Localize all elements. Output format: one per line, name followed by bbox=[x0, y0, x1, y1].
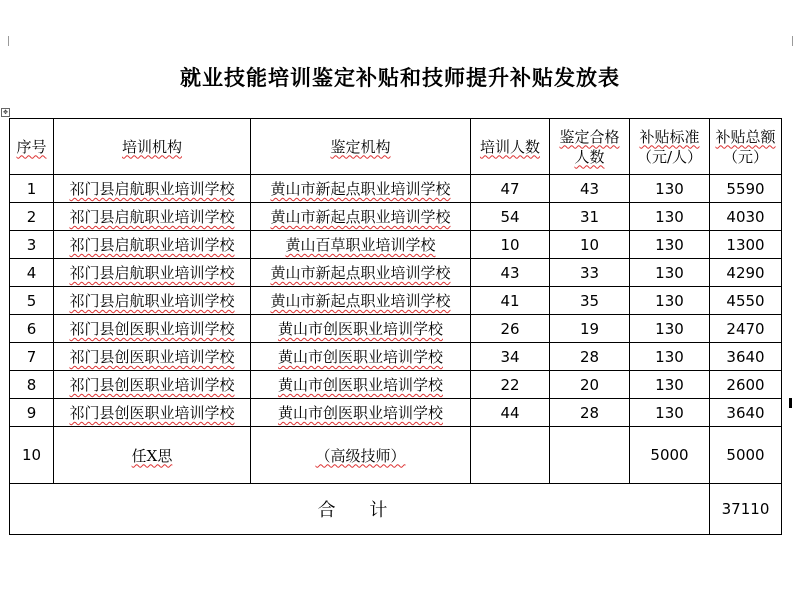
cell-training-org: 祁门县创医职业培训学校 bbox=[54, 315, 251, 343]
header-qualified: 鉴定合格 人数 bbox=[550, 119, 630, 175]
cell-seq: 2 bbox=[10, 203, 54, 231]
header-appraisal-org: 鉴定机构 bbox=[251, 119, 471, 175]
cell-total: 1300 bbox=[710, 231, 782, 259]
cell-total: 4290 bbox=[710, 259, 782, 287]
cell-seq: 4 bbox=[10, 259, 54, 287]
cell-seq: 7 bbox=[10, 343, 54, 371]
table-row-10 bbox=[10, 427, 782, 484]
table-body bbox=[10, 175, 782, 427]
cell-trainees: 43 bbox=[471, 259, 550, 287]
cell-appraisal-org: 黄山市创医职业培训学校 bbox=[251, 399, 471, 427]
cell-qualified: 19 bbox=[550, 315, 630, 343]
cell-trainees: 10 bbox=[471, 231, 550, 259]
cell-standard: 130 bbox=[630, 175, 710, 203]
cell-seq: 6 bbox=[10, 315, 54, 343]
table-row bbox=[10, 343, 782, 371]
cell-appraisal-org: 黄山市新起点职业培训学校 bbox=[251, 287, 471, 315]
cell-standard: 130 bbox=[630, 315, 710, 343]
cell-qualified: 31 bbox=[550, 203, 630, 231]
cell-total: 5000 bbox=[710, 427, 782, 484]
cell-training-org: 祁门县创医职业培训学校 bbox=[54, 371, 251, 399]
cell-total: 3640 bbox=[710, 399, 782, 427]
text-cursor-marker bbox=[789, 398, 792, 408]
header-standard: 补贴标准 （元/人） bbox=[630, 119, 710, 175]
cell-training-org: 任X思 bbox=[54, 427, 251, 484]
document-title: 就业技能培训鉴定补贴和技师提升补贴发放表 bbox=[180, 65, 620, 90]
cell-qualified bbox=[550, 427, 630, 484]
cell-trainees: 54 bbox=[471, 203, 550, 231]
cell-seq: 3 bbox=[10, 231, 54, 259]
cell-trainees: 47 bbox=[471, 175, 550, 203]
cell-training-org: 祁门县创医职业培训学校 bbox=[54, 343, 251, 371]
cell-training-org: 祁门县创医职业培训学校 bbox=[54, 399, 251, 427]
cell-training-org: 祁门县启航职业培训学校 bbox=[54, 259, 251, 287]
table-row bbox=[10, 203, 782, 231]
cell-total: 4030 bbox=[710, 203, 782, 231]
cell-appraisal-org: 黄山市新起点职业培训学校 bbox=[251, 259, 471, 287]
cell-total: 5590 bbox=[710, 175, 782, 203]
cell-qualified: 28 bbox=[550, 399, 630, 427]
cell-seq: 8 bbox=[10, 371, 54, 399]
table-header-row bbox=[10, 119, 782, 175]
header-total: 补贴总额 （元） bbox=[710, 119, 782, 175]
cell-qualified: 10 bbox=[550, 231, 630, 259]
cell-qualified: 28 bbox=[550, 343, 630, 371]
cell-seq: 1 bbox=[10, 175, 54, 203]
cell-standard: 130 bbox=[630, 203, 710, 231]
table-row bbox=[10, 399, 782, 427]
table-row bbox=[10, 315, 782, 343]
cell-standard: 5000 bbox=[630, 427, 710, 484]
cell-appraisal-org: 黄山市新起点职业培训学校 bbox=[251, 175, 471, 203]
cell-seq: 10 bbox=[10, 427, 54, 484]
table-row bbox=[10, 287, 782, 315]
cell-standard: 130 bbox=[630, 259, 710, 287]
cell-training-org: 祁门县启航职业培训学校 bbox=[54, 203, 251, 231]
header-training-org: 培训机构 bbox=[54, 119, 251, 175]
cell-appraisal-org: 黄山市创医职业培训学校 bbox=[251, 371, 471, 399]
cell-total: 2600 bbox=[710, 371, 782, 399]
cell-qualified: 35 bbox=[550, 287, 630, 315]
cell-total: 2470 bbox=[710, 315, 782, 343]
cell-standard: 130 bbox=[630, 343, 710, 371]
cell-total: 4550 bbox=[710, 287, 782, 315]
cell-trainees bbox=[471, 427, 550, 484]
table-row bbox=[10, 259, 782, 287]
table-row bbox=[10, 371, 782, 399]
cell-qualified: 20 bbox=[550, 371, 630, 399]
cell-training-org: 祁门县启航职业培训学校 bbox=[54, 287, 251, 315]
cell-standard: 130 bbox=[630, 399, 710, 427]
cell-appraisal-org: 黄山市创医职业培训学校 bbox=[251, 315, 471, 343]
cell-appraisal-org: 黄山市新起点职业培训学校 bbox=[251, 203, 471, 231]
header-seq: 序号 bbox=[10, 119, 54, 175]
cell-standard: 130 bbox=[630, 231, 710, 259]
cell-qualified: 33 bbox=[550, 259, 630, 287]
cell-standard: 130 bbox=[630, 371, 710, 399]
table-row bbox=[10, 231, 782, 259]
cell-training-org: 祁门县启航职业培训学校 bbox=[54, 231, 251, 259]
cell-qualified: 43 bbox=[550, 175, 630, 203]
cell-appraisal-org: （高级技师） bbox=[251, 427, 471, 484]
page-corner-mark-left bbox=[0, 36, 9, 46]
table-row bbox=[10, 175, 782, 203]
cell-trainees: 34 bbox=[471, 343, 550, 371]
table-move-handle-icon[interactable]: ✥ bbox=[2, 109, 9, 116]
cell-seq: 9 bbox=[10, 399, 54, 427]
cell-standard: 130 bbox=[630, 287, 710, 315]
cell-trainees: 26 bbox=[471, 315, 550, 343]
cell-trainees: 44 bbox=[471, 399, 550, 427]
cell-total: 3640 bbox=[710, 343, 782, 371]
subsidy-table bbox=[9, 118, 782, 535]
cell-seq: 5 bbox=[10, 287, 54, 315]
cell-training-org: 祁门县启航职业培训学校 bbox=[54, 175, 251, 203]
cell-appraisal-org: 黄山百草职业培训学校 bbox=[251, 231, 471, 259]
summary-label: 合 计 bbox=[10, 484, 710, 535]
summary-total: 37110 bbox=[710, 484, 782, 535]
cell-trainees: 22 bbox=[471, 371, 550, 399]
cell-appraisal-org: 黄山市创医职业培训学校 bbox=[251, 343, 471, 371]
header-trainees: 培训人数 bbox=[471, 119, 550, 175]
cell-trainees: 41 bbox=[471, 287, 550, 315]
summary-row bbox=[10, 484, 782, 535]
page-corner-mark-right bbox=[792, 36, 800, 46]
